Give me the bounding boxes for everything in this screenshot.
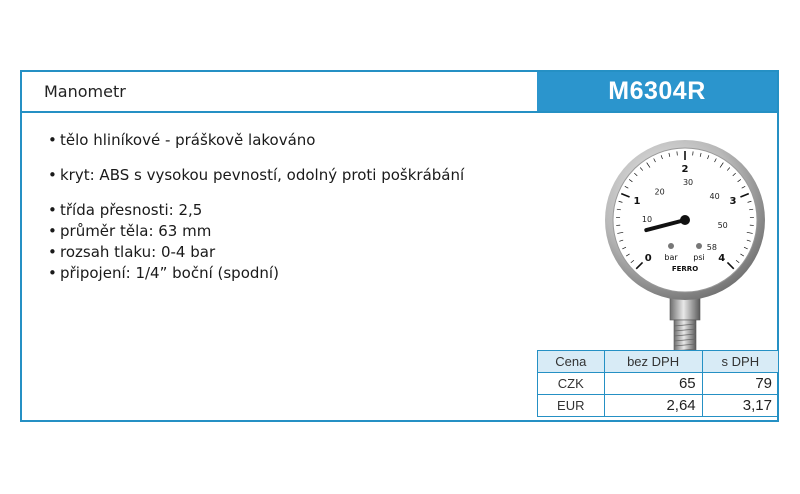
feature-item: • průměr těla: 63 mm [48,222,212,240]
product-name: Manometr [44,82,126,101]
brand-label: FERRO [671,265,699,273]
psi-scale-label: 30 [682,178,694,188]
feature-item: • připojení: 1/4” boční (spodní) [48,264,279,282]
psi-scale-label: 20 [654,187,665,197]
psi-scale-label: 58 [706,242,717,252]
feature-item: • kryt: ABS s vysokou pevností, odolný proti poškrábání [48,166,465,184]
psi-scale-label: 40 [709,192,720,202]
feature-list [48,130,464,284]
bar-scale-label: 0 [644,252,652,264]
product-card [20,70,779,422]
currency-cell: CZK [538,373,605,395]
price-with-vat: 3,17 [702,395,778,417]
gauge-needle-hub [680,215,690,225]
bar-scale-label: 1 [633,196,641,208]
price-without-vat: 2,64 [604,395,702,417]
product-code: M6304R [608,77,706,105]
price-with-vat: 79 [702,373,778,395]
product-code-box [537,72,777,111]
gauge-hex-fitting [670,298,700,320]
gauge-screw [668,243,674,249]
card-header [22,72,777,113]
psi-unit-label: psi [693,253,705,262]
psi-scale-label: 10 [641,214,653,224]
feature-item: • tělo hliníkové - práškově lakováno [48,131,316,149]
feature-item: • rozsah tlaku: 0-4 bar [48,243,216,261]
table-row [538,395,779,417]
psi-scale-label: 50 [717,221,728,231]
table-row [538,373,779,395]
bar-unit-label: bar [664,253,678,262]
col-header: s DPH [702,351,778,373]
bar-scale-label: 3 [729,196,737,208]
bar-scale-label: 2 [681,164,689,175]
price-table-header [538,351,779,373]
feature-item: • třída přesnosti: 2,5 [48,201,203,219]
col-header: bez DPH [604,351,702,373]
col-header: Cena [538,351,605,373]
currency-cell: EUR [538,395,605,417]
bar-scale-label: 4 [718,252,726,264]
gauge-screw [696,243,702,249]
price-table [537,350,779,417]
price-without-vat: 65 [604,373,702,395]
